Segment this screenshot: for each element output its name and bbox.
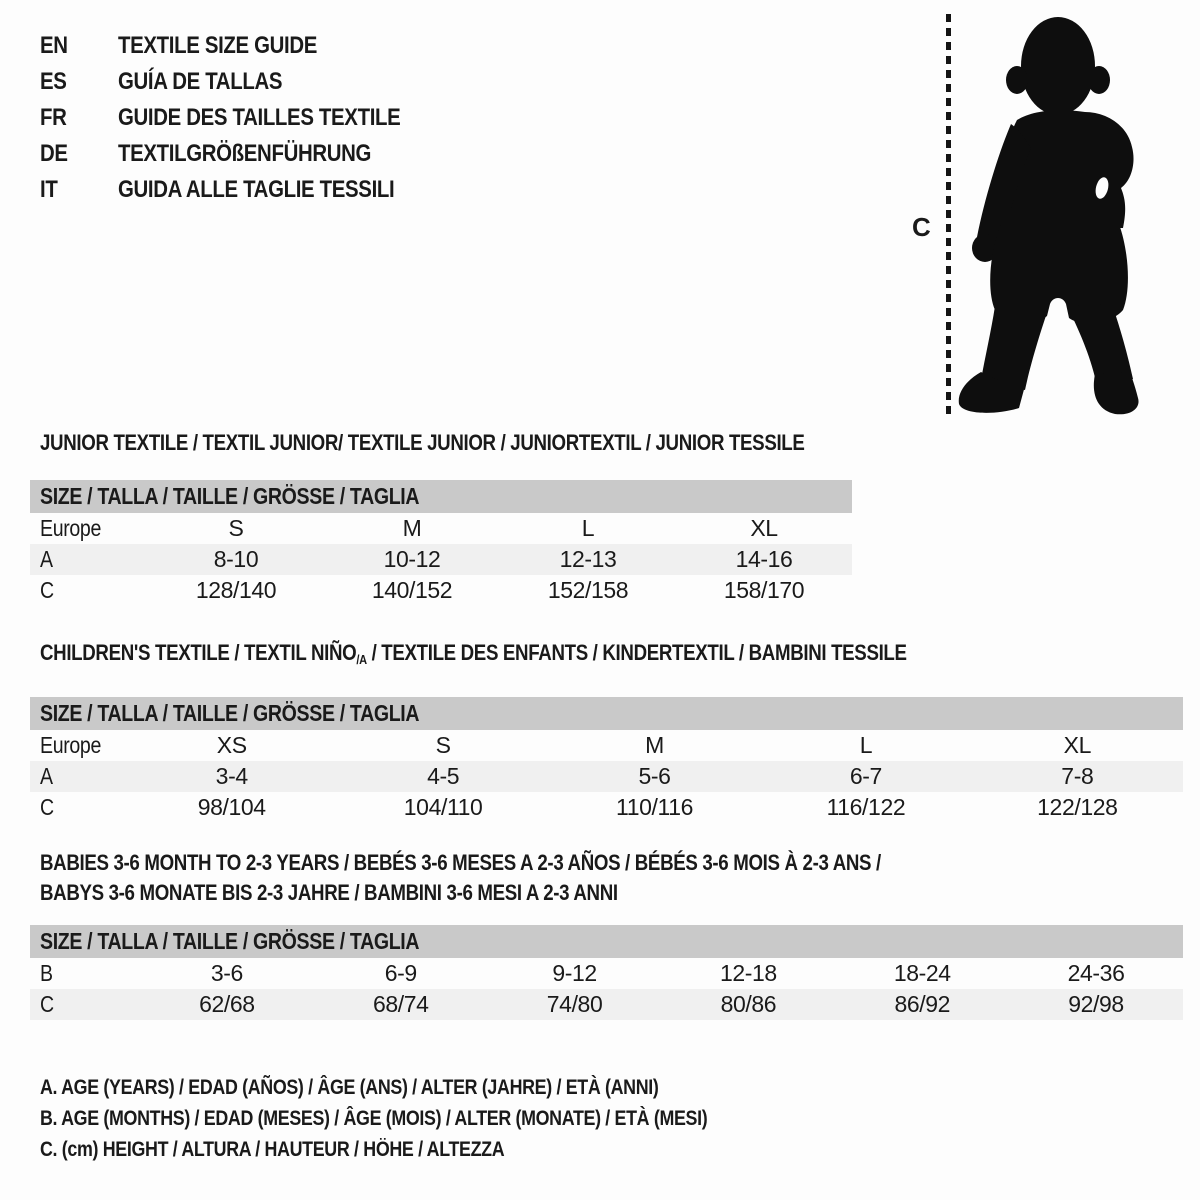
table-cell: XL [750, 515, 778, 541]
footnote-line [40, 1072, 825, 1103]
table-title-text [40, 428, 805, 458]
row-label [30, 577, 148, 604]
language-row [40, 172, 450, 208]
language-row [40, 28, 450, 64]
table-cell: 62/68 [199, 991, 255, 1017]
footnote-text: B. AGE (MONTHS) / EDAD (MESES) / ÂGE (MOIS) / ALTER (MONATE) / ETÀ (MESI) [40, 1106, 708, 1130]
language-code [40, 104, 118, 132]
language-title [118, 32, 352, 60]
footnote-line [40, 1134, 825, 1165]
table-cell: 74/80 [546, 991, 603, 1017]
table-cell: 14-16 [735, 546, 793, 572]
table-cell: M [645, 732, 664, 758]
row-label [30, 515, 148, 542]
table-cell: 3-4 [215, 763, 248, 789]
language-row [40, 100, 450, 136]
title-segment: JUNIOR TEXTILE / TEXTIL JUNIOR/ TEXTILE JUNIOR / JUNIORTEXTIL / JUNIOR TESSILE [40, 430, 805, 455]
table-cell: 80/86 [720, 991, 777, 1017]
table-title-text [40, 638, 907, 675]
row-label-text: A [40, 546, 53, 572]
table-row [30, 730, 1183, 761]
title-segment: / TEXTILE DES ENFANTS / KINDERTEXTIL / BAMBINI TESSILE [366, 640, 907, 665]
table-cell: 3-6 [210, 960, 243, 986]
table-cell: S [435, 732, 451, 758]
table-cell: 158/170 [723, 577, 805, 603]
size-header-label: SIZE / TALLA / TAILLE / GRÖSSE / TAGLIA [40, 700, 420, 726]
table-cell: 68/74 [372, 991, 429, 1017]
table-row [30, 513, 852, 544]
table-title [30, 638, 1183, 675]
baby-figure-area [900, 0, 1200, 440]
table-row [30, 544, 852, 575]
table-row [30, 761, 1183, 792]
size-header-label: SIZE / TALLA / TAILLE / GRÖSSE / TAGLIA [40, 928, 420, 954]
footnote-text: A. AGE (YEARS) / EDAD (AÑOS) / ÂGE (ANS) / ALTER (JAHRE) / ETÀ (ANNI) [40, 1075, 659, 1099]
table-title [30, 878, 1183, 908]
table-title-text [40, 878, 618, 908]
row-label [30, 991, 140, 1018]
language-code [40, 140, 118, 168]
language-title [118, 140, 416, 168]
table-cell: 6-9 [384, 960, 417, 986]
table-cell: 92/98 [1068, 991, 1124, 1017]
table-row [30, 792, 1183, 823]
language-code-text: DE [40, 140, 68, 167]
row-label-text: Europe [40, 732, 102, 758]
table-title [30, 428, 852, 458]
table-cell: 5-6 [638, 763, 671, 789]
table-title-text [40, 848, 881, 878]
table-cell: S [228, 515, 244, 541]
title-segment: BABIES 3-6 MONTH TO 2-3 YEARS / BEBÉS 3-6 MESES A 2-3 AÑOS / BÉBÉS 3-6 MOIS À 2-3 ANS / [40, 850, 881, 875]
table-cell: 12-13 [559, 546, 617, 572]
row-label-text: C [40, 577, 54, 603]
language-code [40, 176, 118, 204]
height-measure-label: C [912, 212, 931, 242]
size-header-bar [30, 925, 1183, 958]
language-code-text: EN [40, 32, 68, 59]
title-segment: CHILDREN'S TEXTILE / TEXTIL NIÑO [40, 640, 357, 665]
language-header [40, 28, 450, 208]
table-row [30, 958, 1183, 989]
table-cell: 152/158 [547, 577, 629, 603]
row-label [30, 794, 126, 821]
table-cell: 6-7 [849, 763, 882, 789]
table-cell: XL [1063, 732, 1091, 758]
row-label [30, 732, 126, 759]
table-row [30, 989, 1183, 1020]
size-table-babies [30, 848, 1183, 1020]
row-label-text: A [40, 763, 53, 789]
table-cell: 9-12 [552, 960, 597, 986]
row-label [30, 763, 126, 790]
baby-silhouette-icon [955, 12, 1170, 422]
row-label-text: B [40, 960, 53, 986]
table-cell: 104/110 [403, 794, 483, 820]
size-table-children [30, 638, 1183, 823]
table-row [30, 575, 852, 606]
table-cell: 10-12 [383, 546, 441, 572]
language-title [118, 104, 450, 132]
row-label-text: C [40, 991, 54, 1017]
size-header-bar [30, 480, 852, 513]
language-code-text: ES [40, 68, 67, 95]
language-code-text: FR [40, 104, 67, 131]
table-cell: 140/152 [371, 577, 453, 603]
language-row [40, 64, 450, 100]
row-label-text: C [40, 794, 54, 820]
table-cell: 122/128 [1037, 794, 1118, 820]
language-title-text: TEXTILE SIZE GUIDE [118, 32, 318, 59]
language-title-text: TEXTILGRÖßENFÜHRUNG [118, 140, 372, 167]
title-segment: BABYS 3-6 MONATE BIS 2-3 JAHRE / BAMBINI 3-6 MESI A 2-3 ANNI [40, 880, 618, 905]
table-cell: 12-18 [719, 960, 777, 986]
language-code [40, 68, 118, 96]
language-code-text: IT [40, 176, 58, 203]
language-title-text: GUÍA DE TALLAS [118, 68, 283, 95]
table-cell: 116/122 [826, 794, 906, 820]
title-subscript: /A [356, 652, 367, 667]
table-cell: L [859, 732, 873, 758]
footnote-text: C. (cm) HEIGHT / ALTURA / HAUTEUR / HÖHE / ALTEZZA [40, 1137, 505, 1161]
table-title [30, 848, 1183, 878]
table-cell: XS [216, 732, 247, 758]
table-cell: 8-10 [213, 546, 259, 572]
table-cell: 7-8 [1061, 763, 1094, 789]
language-code [40, 32, 118, 60]
language-title-text: GUIDE DES TAILLES TEXTILE [118, 104, 401, 131]
table-cell: 98/104 [197, 794, 266, 820]
row-label [30, 960, 140, 987]
table-cell: 4-5 [427, 763, 460, 789]
row-label-text: Europe [40, 515, 102, 541]
language-title [118, 68, 311, 96]
footnotes [40, 1072, 825, 1165]
table-cell: L [581, 515, 595, 541]
size-table-junior [30, 428, 852, 606]
table-cell: 110/116 [616, 794, 693, 820]
table-cell: M [402, 515, 422, 541]
language-row [40, 136, 450, 172]
size-header-label: SIZE / TALLA / TAILLE / GRÖSSE / TAGLIA [40, 483, 420, 509]
table-cell: 24-36 [1067, 960, 1125, 986]
size-header-bar [30, 697, 1183, 730]
height-measure-line [946, 14, 951, 416]
row-label [30, 546, 148, 573]
language-title-text: GUIDA ALLE TAGLIE TESSILI [118, 176, 395, 203]
table-cell: 18-24 [893, 960, 951, 986]
footnote-line [40, 1103, 825, 1134]
table-cell: 128/140 [195, 577, 277, 603]
language-title [118, 176, 443, 204]
table-cell: 86/92 [894, 991, 950, 1017]
